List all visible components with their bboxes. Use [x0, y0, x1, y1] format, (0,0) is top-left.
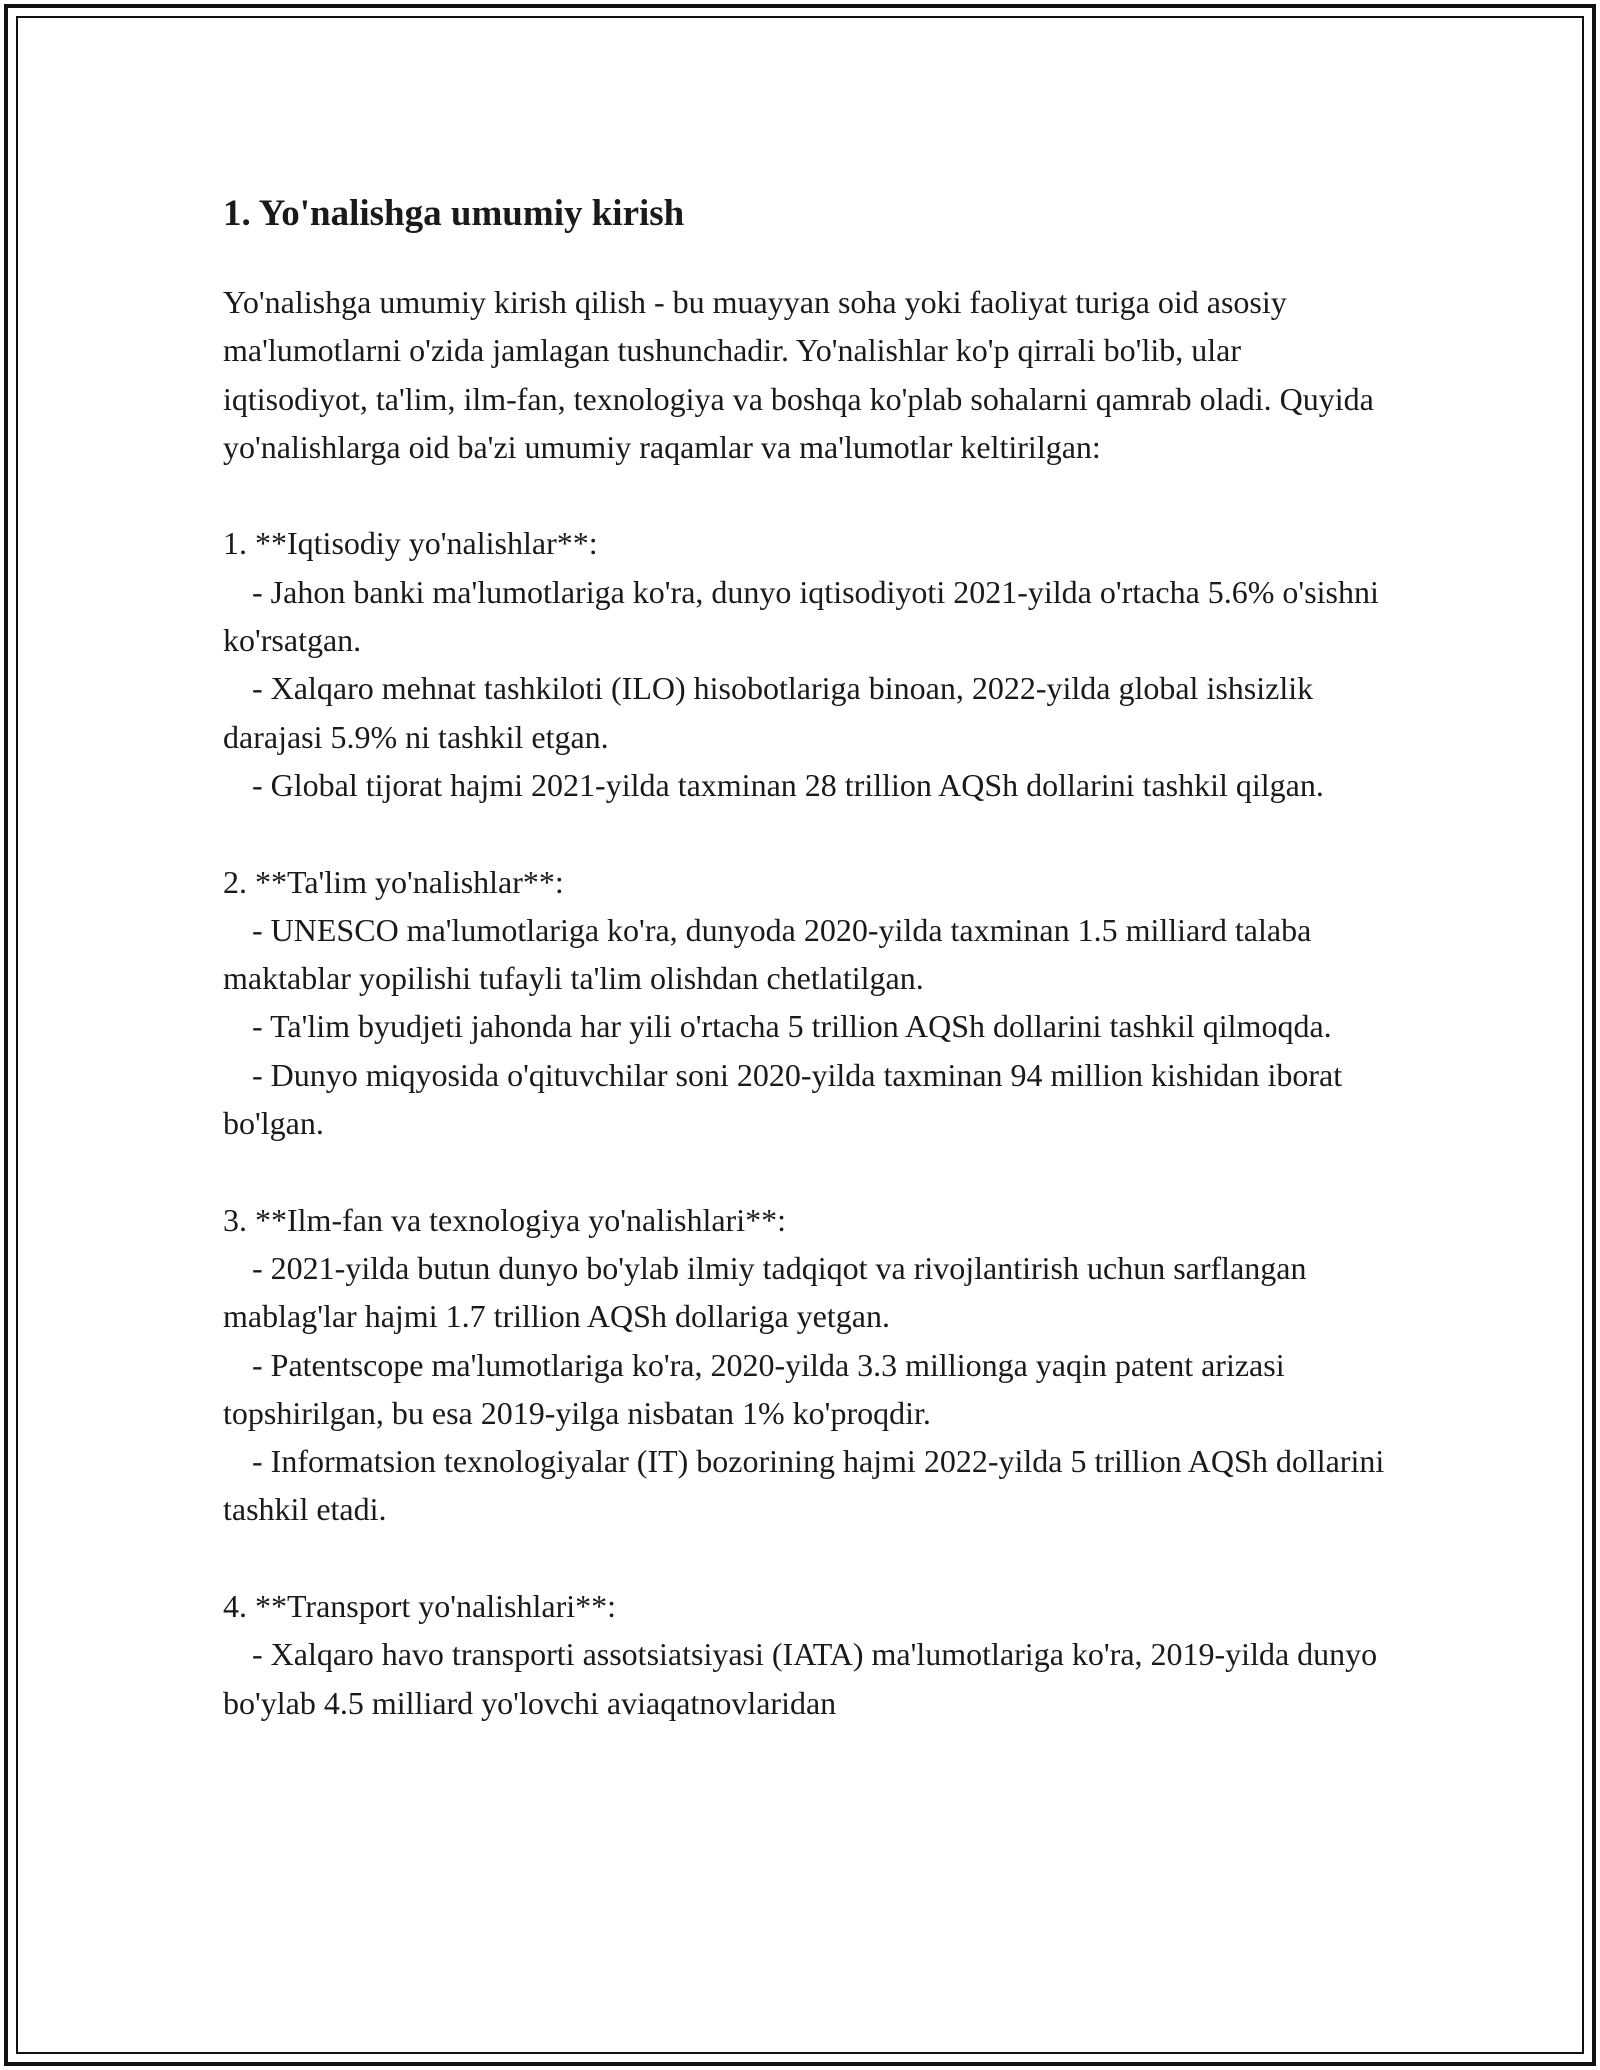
bullet-item — [223, 1244, 1393, 1341]
bullet-text: - Informatsion texnologiyalar (IT) bozorining hajmi 2022-yilda 5 trillion AQSh dollarini tashkil etadi. — [223, 1443, 1393, 1528]
bullet-item — [223, 1002, 1393, 1050]
spacer — [223, 1147, 1393, 1195]
bullet-text: - UNESCO ma'lumotlariga ko'ra, dunyoda 2020-yilda taxminan 1.5 milliard talaba maktablar yopilishi tufayli ta'lim olishdan chetlatilgan. — [223, 911, 1320, 997]
bullet-item — [223, 568, 1393, 665]
page-title: 1. Yo'nalishga umumiy kirish — [223, 193, 685, 234]
bullet-text: - Jahon banki ma'lumotlariga ko'ra, dunyo iqtisodiyoti 2021-yilda o'rtacha 5.6% o'sishni ko'rsatgan. — [223, 573, 1387, 659]
bullet-item — [223, 1630, 1393, 1727]
section-economy — [223, 519, 1393, 809]
bullet-item — [223, 1437, 1393, 1534]
bullet-text: - Xalqaro mehnat tashkiloti (ILO) hisobotlariga binoan, 2022-yilda global ishsizlik darajasi 5.9% ni tashkil etgan. — [223, 670, 1322, 755]
section-heading: 4. **Transport yo'nalishlari**: — [223, 1588, 617, 1625]
bullet-text: - Patentscope ma'lumotlariga ko'ra, 2020-yilda 3.3 millionga yaqin patent arizasi topshirilgan, bu esa 2019-yilga nisbatan 1% ko'proqdir. — [223, 1346, 1293, 1431]
spacer — [223, 809, 1393, 857]
bullet-text: - 2021-yilda butun dunyo bo'ylab ilmiy tadqiqot va rivojlantirish uchun sarflangan mablag'lar hajmi 1.7 trillion AQSh dollariga yetgan. — [223, 1249, 1315, 1335]
spacer — [223, 471, 1393, 519]
bullet-text: - Dunyo miqyosida o'qituvchilar soni 2020-yilda taxminan 94 million kishidan iborat bo'lgan. — [223, 1056, 1351, 1142]
section-heading: 2. **Ta'lim yo'nalishlar**: — [223, 863, 564, 900]
section-transport — [223, 1582, 1393, 1727]
bullet-item — [223, 1341, 1393, 1438]
bullet-item — [223, 761, 1393, 809]
bullet-text: - Ta'lim byudjeti jahonda har yili o'rtacha 5 trillion AQSh dollarini tashkil qilmoqda. — [252, 1008, 1332, 1045]
bullet-item — [223, 664, 1393, 761]
bullet-item — [223, 1051, 1393, 1148]
intro-paragraph: Yo'nalishga umumiy kirish qilish - bu muayyan soha yoki faoliyat turiga oid asosiy ma'lumotlarni o'zida jamlagan tushunchadir. Yo'nalishlar ko'p qirrali bo'lib, ular iqtisodiyot, ta'lim, ilm-fan, texnologiya va boshqa ko'plab sohalarni qamrab oladi. Quyida yo'nalishlarga oid ba'zi umumiy raqamlar va ma'lumotlar keltirilgan: — [223, 284, 1382, 465]
bullet-item — [223, 906, 1393, 1003]
section-heading: 3. **Ilm-fan va texnologiya yo'nalishlari**: — [223, 1201, 786, 1238]
section-science-tech — [223, 1196, 1393, 1534]
section-education — [223, 858, 1393, 1148]
document-body — [223, 180, 1393, 1727]
bullet-text: - Global tijorat hajmi 2021-yilda taxminan 28 trillion AQSh dollarini tashkil qilgan. — [252, 766, 1324, 803]
section-heading: 1. **Iqtisodiy yo'nalishlar**: — [223, 525, 598, 562]
spacer — [223, 1534, 1393, 1582]
bullet-text: - Xalqaro havo transporti assotsiatsiyasi (IATA) ma'lumotlariga ko'ra, 2019-yilda dunyo bo'ylab 4.5 milliard yo'lovchi aviaqatnovlaridan — [223, 1636, 1386, 1721]
